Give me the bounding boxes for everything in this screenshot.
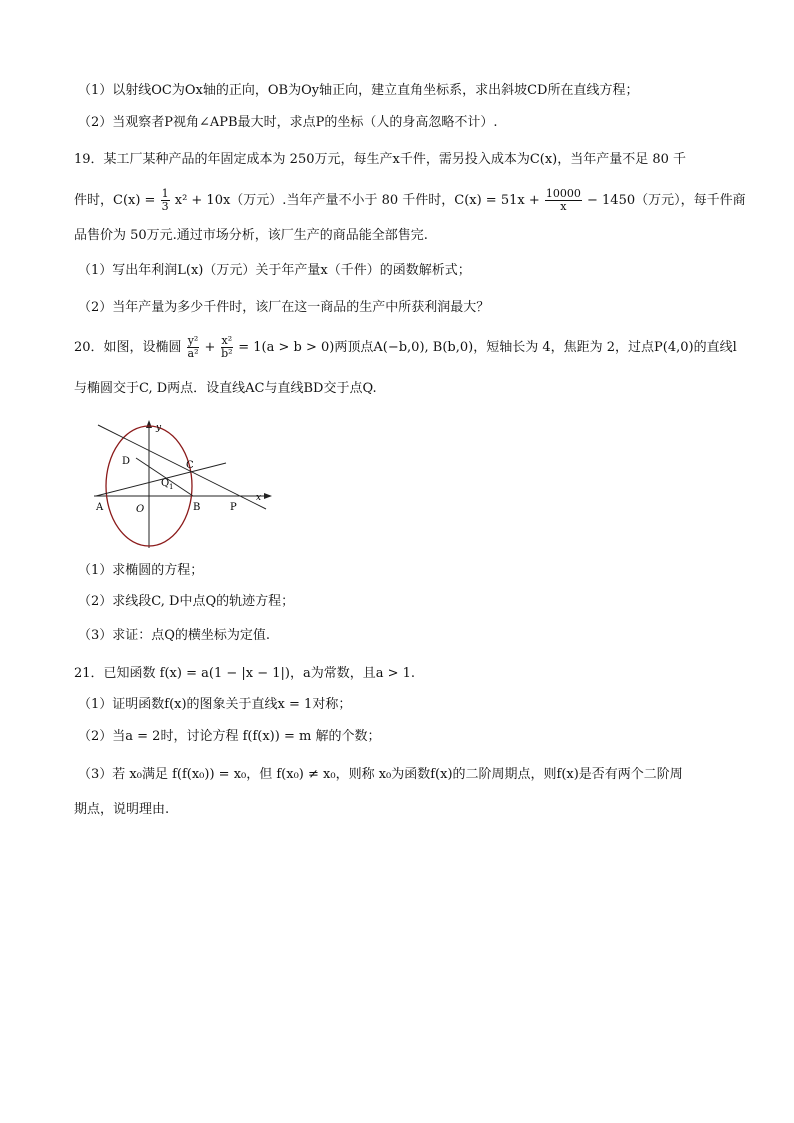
q21-line1: 21．已知函数 f(x) = a(1 − |x − 1|)，a为常数，且a > 1. [74,666,416,681]
q20-frac2-den: b² [221,347,233,360]
q20-frac1-den: a² [187,347,199,360]
q20-frac2-num: x² [221,334,233,347]
q18-part1: （1）以射线OC为Ox轴的正向，OB为Oy轴正向，建立直角坐标系，求出斜坡CD所在直线方程； [78,83,639,98]
q19-part1: （1）写出年利润L(x)（万元）关于年产量x（千件）的函数解析式； [78,263,471,278]
q18-part2: （2）当观察者P视角∠APB最大时，求点P的坐标（人的身高忽略不计）. [78,115,498,130]
q20-frac1-num: y² [187,334,199,347]
label-x: x [256,493,262,503]
q20-line2: 与椭圆交于C, D两点．设直线AC与直线BD交于点Q. [74,381,377,396]
q19-frac-den: 3 [161,200,169,213]
q21-part3-line2: 期点，说明理由. [74,802,170,817]
q20-line1 [74,335,737,360]
label-b: B [193,502,201,513]
label-q: Q [161,478,170,489]
line-bd [136,458,193,496]
x-axis-arrow [264,493,272,499]
q21-part3-line1: （3）若 x₀满足 f(f(x₀)) = x₀，但 f(x₀) ≠ x₀，则称 x₀为函数f(x)的二阶周期点，则f(x)是否有两个二阶周 [78,767,683,782]
label-y: y [156,423,162,433]
y-axis-arrow [146,420,152,428]
label-d: D [122,456,131,467]
q19-line2-c: − 1450（万元），每千件商 [587,193,746,208]
q19-part2: （2）当年产量为多少千件时，该厂在这一商品的生产中所获利润最大？ [78,300,490,315]
q19-line2-a: 件时，C(x) = [74,193,156,208]
q20-frac-y2-a2 [187,335,200,360]
q19-frac-num: 1 [161,187,169,200]
q21-part2: （2）当a = 2时，讨论方程 f(f(x)) = m 解的个数； [78,729,381,744]
label-c: C [186,460,194,471]
label-p: P [230,502,237,513]
q19-fraction-10000-x [545,188,582,213]
q19-frac2-den: x [560,200,567,213]
q19-line1: 19．某工厂某种产品的年固定成本为 250万元，每生产x千件，需另投入成本为C(x)，当年产量不足 80 千 [74,152,687,167]
q19-line3: 品售价为 50万元.通过市场分析，该厂生产的商品能全部售完. [74,228,428,243]
q19-fraction-one-third [161,188,170,213]
q20-part1: （1）求椭圆的方程； [78,563,204,578]
q20-line1-b: = 1(a > b > 0)两顶点A(−b,0), B(b,0)，短轴长为 4，焦距为 2，过点P(4,0)的直线l [238,340,737,355]
q19-line2 [74,188,746,213]
label-q-sub: 1 [169,483,174,491]
q20-line1-a: 20．如图，设椭圆 [74,340,182,355]
q19-frac2-num: 10000 [545,187,581,200]
q20-part2: （2）求线段C, D中点Q的轨迹方程； [78,594,295,609]
q20-frac-x2-b2 [221,335,234,360]
q20-part3: （3）求证：点Q的横坐标为定值. [78,628,271,643]
label-o: O [136,504,145,515]
q19-line2-b: x² + 10x（万元）.当年产量不小于 80 千件时，C(x) = 51x + [174,193,540,208]
q20-ellipse-figure [86,418,276,553]
q20-plus: + [204,340,216,355]
label-a: A [96,502,104,513]
q21-part1: （1）证明函数f(x)的图象关于直线x = 1对称； [78,697,352,712]
